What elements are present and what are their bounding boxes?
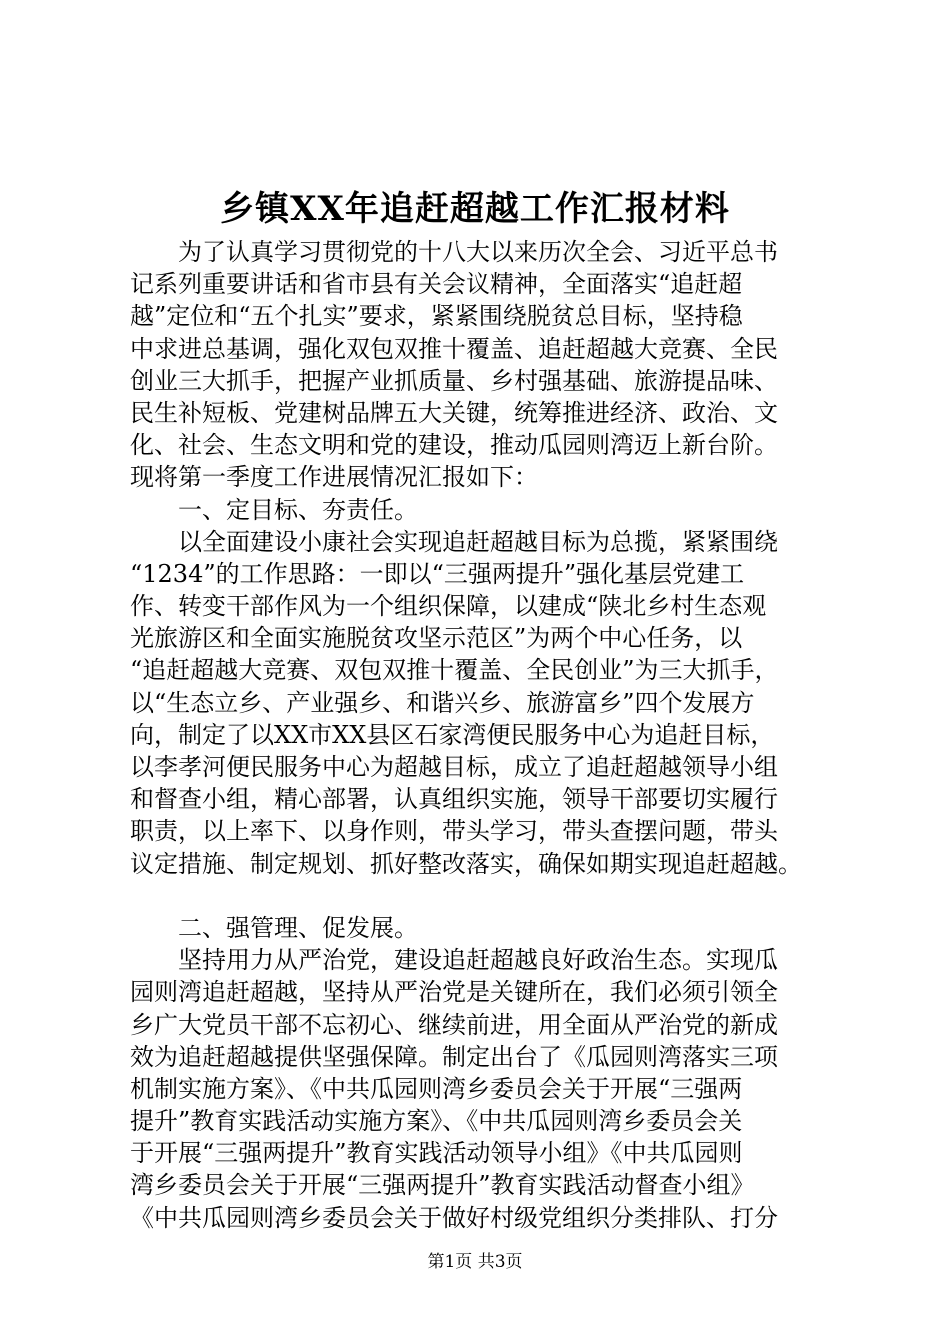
text-line: 以“生态立乡、产业强乡、和谐兴乡、旅游富乡”四个发展方 — [130, 688, 755, 717]
text-line: 和督查小组，精心部署，认真组织实施，领导干部要切实履行 — [130, 785, 778, 814]
text-line: 提升”教育实践活动实施方案》、《中共瓜园则湾乡委员会关 — [130, 1107, 743, 1136]
text-line: 湾乡委员会关于开展“三强两提升”教育实践活动督查小组》 — [130, 1171, 755, 1200]
text-line: 现将第一季度工作进展情况汇报如下： — [130, 463, 538, 492]
text-line: 《中共瓜园则湾乡委员会关于做好村级党组织分类排队、打分 — [130, 1203, 778, 1232]
page-footer: 第1页 共3页 — [427, 1252, 523, 1272]
text-line: 一、定目标、夯责任。 — [178, 495, 418, 524]
text-line: 以全面建设小康社会实现追赶超越目标为总揽，紧紧围绕 — [178, 527, 778, 556]
text-line: 光旅游区和全面实施脱贫攻坚示范区”为两个中心任务，以 — [130, 624, 743, 653]
text-line: 民生补短板、党建树品牌五大关键，统筹推进经济、政治、文 — [130, 398, 778, 427]
text-line: 创业三大抓手，把握产业抓质量、乡村强基础、旅游提品味、 — [130, 366, 778, 395]
text-line: 向，制定了以XX市XX县区石家湾便民服务中心为追赶目标， — [130, 720, 775, 749]
text-line: 越”定位和“五个扎实”要求，紧紧围绕脱贫总目标，坚持稳 — [130, 302, 743, 331]
text-line: “1234”的工作思路：一即以“三强两提升”强化基层党建工 — [130, 559, 745, 588]
text-line: 效为追赶超越提供坚强保障。制定出台了《瓜园则湾落实三项 — [130, 1042, 778, 1071]
text-line: 园则湾追赶超越，坚持从严治党是关键所在，我们必须引领全 — [130, 978, 778, 1007]
text-line: “追赶超越大竞赛、双包双推十覆盖、全民创业”为三大抓手， — [130, 656, 779, 685]
text-line: 职责，以上率下、以身作则，带头学习，带头查摆问题，带头 — [130, 817, 778, 846]
text-line: 作、转变干部作风为一个组织保障，以建成“陕北乡村生态观 — [130, 592, 767, 621]
text-line: 坚持用力从严治党，建设追赶超越良好政治生态。实现瓜 — [178, 946, 778, 975]
document-title: 乡镇XX年追赶超越工作汇报材料 — [220, 189, 730, 229]
text-line: 于开展“三强两提升”教育实践活动领导小组》《中共瓜园则 — [130, 1139, 743, 1168]
text-line: 化、社会、生态文明和党的建设，推动瓜园则湾迈上新台阶。 — [130, 431, 778, 460]
text-line: 机制实施方案》、《中共瓜园则湾乡委员会关于开展“三强两 — [130, 1074, 743, 1103]
text-line: 记系列重要讲话和省市县有关会议精神，全面落实“追赶超 — [130, 270, 743, 299]
text-line: 以李孝河便民服务中心为超越目标，成立了追赶超越领导小组 — [130, 753, 778, 781]
text-line: 中求进总基调，强化双包双推十覆盖、追赶超越大竞赛、全民 — [130, 334, 778, 363]
text-line: 二、强管理、促发展。 — [178, 913, 418, 942]
text-line: 乡广大党员干部不忘初心、继续前进，用全面从严治党的新成 — [130, 1010, 778, 1039]
paragraph-gap — [130, 880, 850, 912]
text-line: 为了认真学习贯彻党的十八大以来历次全会、习近平总书 — [178, 238, 778, 266]
document-body — [130, 236, 850, 1234]
text-line: 议定措施、制定规划、抓好整改落实，确保如期实现追赶超越。 — [130, 849, 802, 878]
